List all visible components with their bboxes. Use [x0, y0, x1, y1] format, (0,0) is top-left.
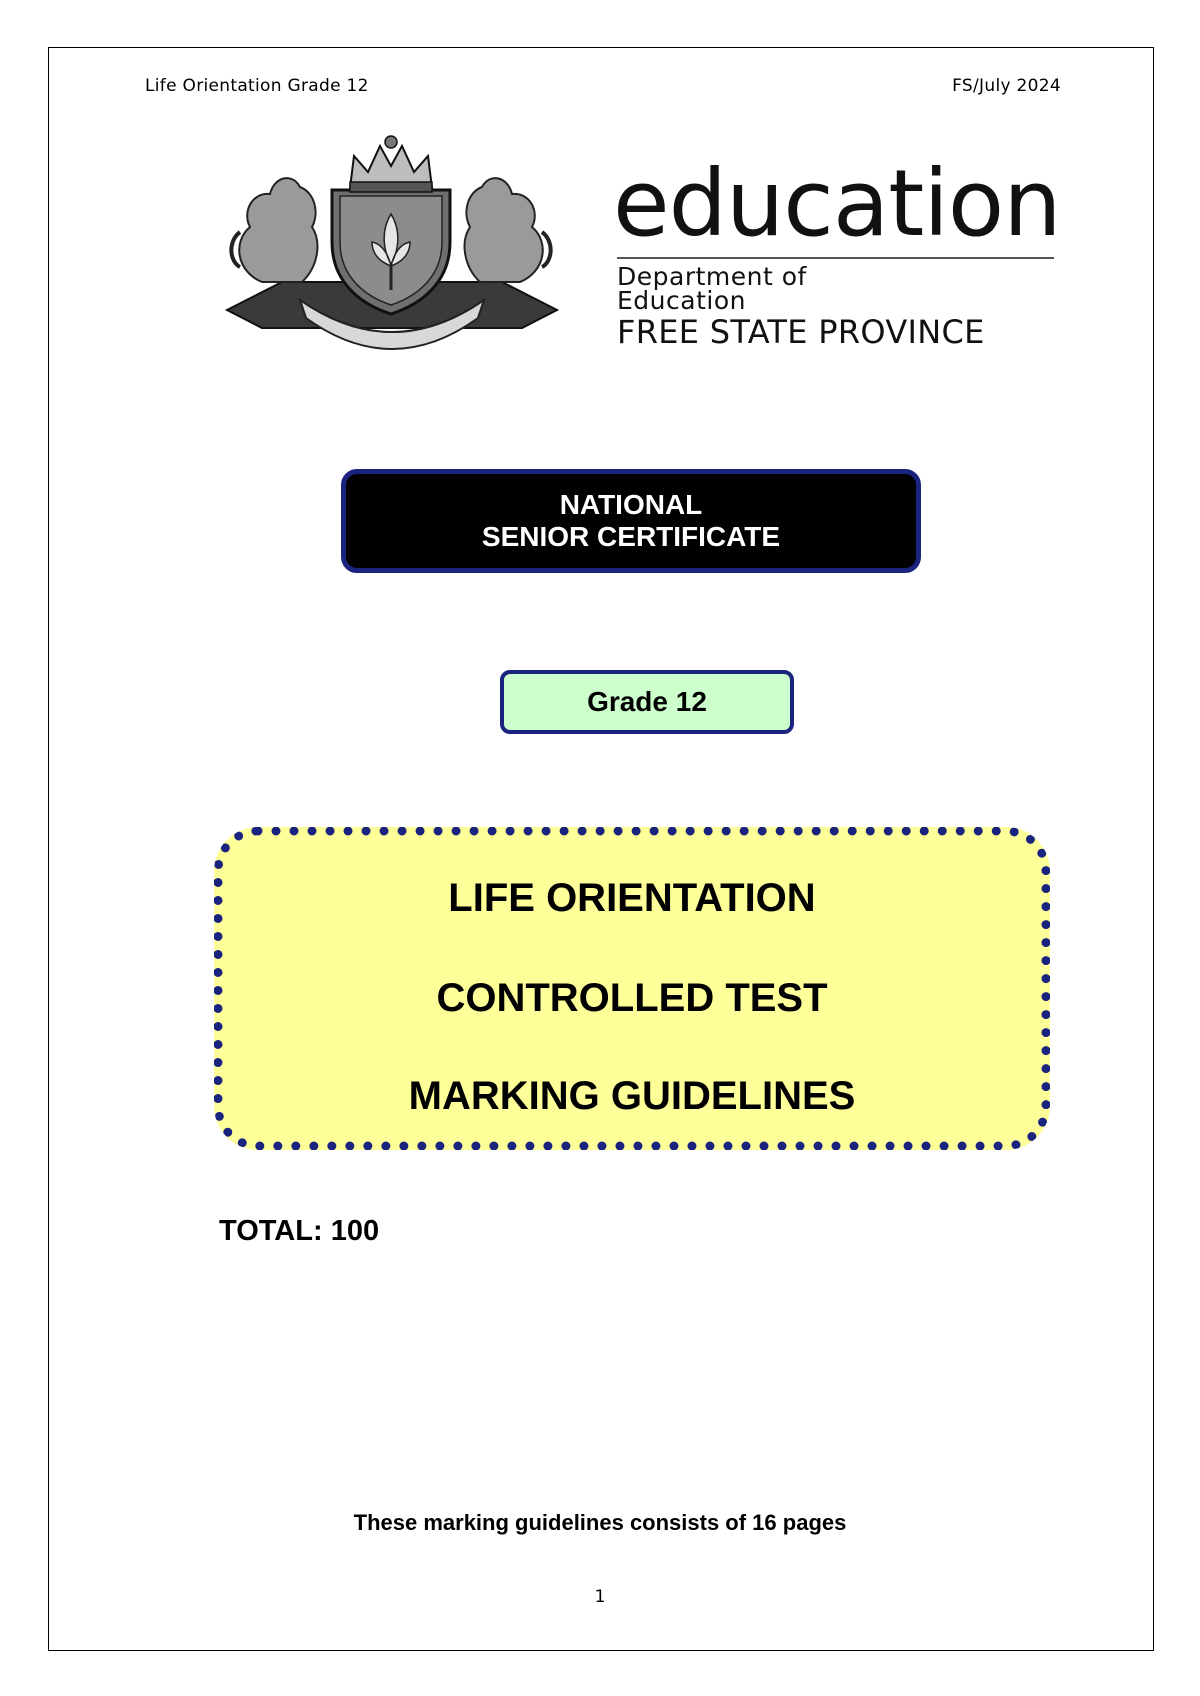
page-number: 1: [594, 1587, 606, 1607]
page-count-note: These marking guidelines consists of 16 pages: [353, 1510, 847, 1535]
total-marks: [219, 1215, 379, 1248]
header-date: FS/July 2024: [952, 76, 1061, 96]
department-label-2: Education: [617, 286, 746, 315]
nsc-line-2: SENIOR CERTIFICATE: [481, 521, 781, 552]
subject-title: LIFE ORIENTATION: [448, 876, 816, 920]
header-subject: Life Orientation Grade 12: [145, 76, 369, 96]
total-label: TOTAL:: [219, 1215, 323, 1247]
document-type-title: MARKING GUIDELINES: [408, 1074, 856, 1118]
left-leopard: [239, 178, 317, 282]
grade-label: Grade 12: [587, 686, 707, 717]
test-type-title: CONTROLLED TEST: [436, 976, 828, 1020]
nsc-line-1: NATIONAL: [559, 488, 703, 520]
province-label: FREE STATE PROVINCE: [617, 313, 985, 351]
coat-of-arms-logo: [222, 132, 560, 368]
logo-divider: [617, 257, 1054, 259]
department-label: Department of: [617, 262, 807, 291]
grade-badge: [500, 670, 794, 734]
right-leopard: [465, 178, 543, 282]
nsc-banner: [341, 469, 921, 573]
title-box: [214, 827, 1050, 1150]
education-wordmark: education: [613, 150, 1061, 257]
total-value: 100: [330, 1215, 380, 1247]
